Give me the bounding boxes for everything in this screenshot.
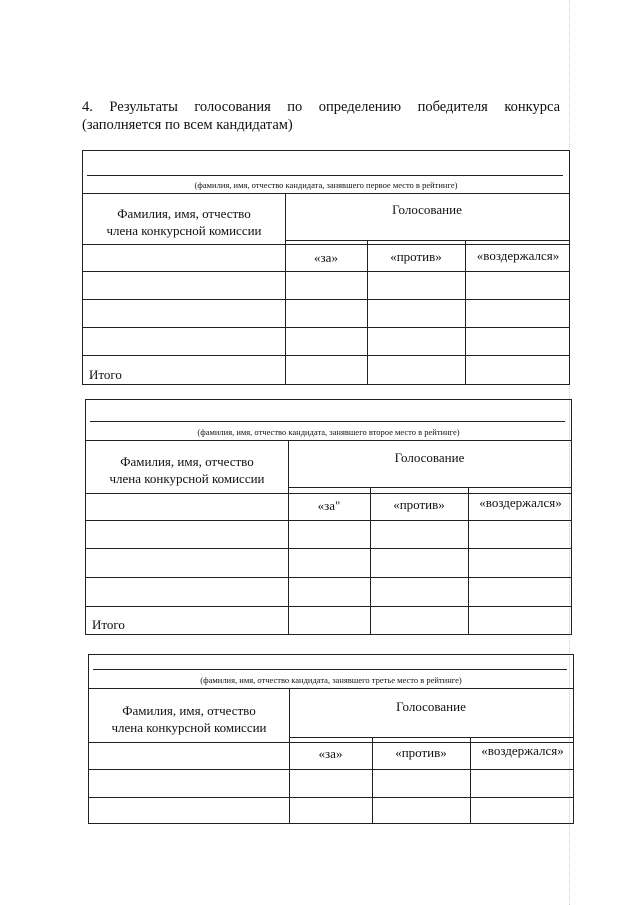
voting-header: Голосование xyxy=(396,699,466,714)
col-abstained-header: «воздержался» xyxy=(481,743,564,758)
table-rule xyxy=(83,327,569,328)
col-against-header: «против» xyxy=(395,745,447,760)
candidate-name-field[interactable] xyxy=(93,669,567,670)
table-rule xyxy=(86,606,571,607)
heading-word: определению xyxy=(318,99,402,115)
table-rule xyxy=(86,440,571,441)
candidate-name-field[interactable] xyxy=(87,175,563,176)
candidate-caption: (фамилия, имя, отчество кандидата, занявшего первое место в рейтинге) xyxy=(194,180,458,190)
member-header xyxy=(86,453,288,487)
voting-table-third-place xyxy=(88,654,574,824)
col-for-header: «за» xyxy=(318,746,343,761)
col-against-header: «против» xyxy=(393,497,445,512)
heading-word: голосования xyxy=(194,99,271,115)
heading-word: конкурса xyxy=(504,99,561,115)
heading-line-2: (заполняется по всем кандидатам) xyxy=(82,117,293,133)
voting-table-second-place xyxy=(85,399,572,635)
voting-table-first-place xyxy=(82,150,570,385)
col-for-header: «за" xyxy=(317,498,341,513)
table-rule xyxy=(86,520,571,521)
member-header xyxy=(83,205,285,239)
total-label: Итого xyxy=(89,367,122,382)
member-header-line: члена конкурсной комиссии xyxy=(106,223,262,238)
member-header-line: члена конкурсной комиссии xyxy=(111,720,267,735)
table-rule xyxy=(89,688,573,689)
table-rule xyxy=(288,487,571,488)
table-rule xyxy=(86,577,571,578)
member-header xyxy=(89,702,289,736)
table-rule xyxy=(83,299,569,300)
table-rule xyxy=(86,493,571,494)
heading-line-1 xyxy=(82,98,560,116)
total-label: Итого xyxy=(92,617,125,632)
voting-header: Голосование xyxy=(394,450,465,465)
table-rule xyxy=(285,240,569,241)
candidate-caption: (фамилия, имя, отчество кандидата, занявшего третье место в рейтинге) xyxy=(200,675,462,685)
section-heading xyxy=(82,98,560,134)
table-rule xyxy=(83,193,569,194)
col-for-header: «за» xyxy=(314,250,338,265)
heading-word: победителя xyxy=(417,99,488,115)
table-rule xyxy=(89,797,573,798)
candidate-caption: (фамилия, имя, отчество кандидата, занявшего второе место в рейтинге) xyxy=(197,427,460,437)
col-against-header: «против» xyxy=(390,249,442,264)
member-header-line: Фамилия, имя, отчество xyxy=(120,454,254,469)
table-rule xyxy=(83,355,569,356)
col-abstained-header: «воздержался» xyxy=(479,495,562,510)
member-header-line: Фамилия, имя, отчество xyxy=(122,703,256,718)
member-header-line: Фамилия, имя, отчество xyxy=(117,206,251,221)
table-rule xyxy=(83,271,569,272)
heading-word: 4. Результаты xyxy=(82,99,178,115)
table-rule xyxy=(83,244,569,245)
table-rule xyxy=(89,769,573,770)
table-rule xyxy=(289,737,573,738)
member-header-line: члена конкурсной комиссии xyxy=(109,471,265,486)
table-rule xyxy=(288,440,289,634)
table-rule xyxy=(86,548,571,549)
candidate-name-field[interactable] xyxy=(90,421,565,422)
voting-header: Голосование xyxy=(392,202,462,217)
heading-word: по xyxy=(287,99,303,115)
col-abstained-header: «воздержался» xyxy=(476,248,560,263)
